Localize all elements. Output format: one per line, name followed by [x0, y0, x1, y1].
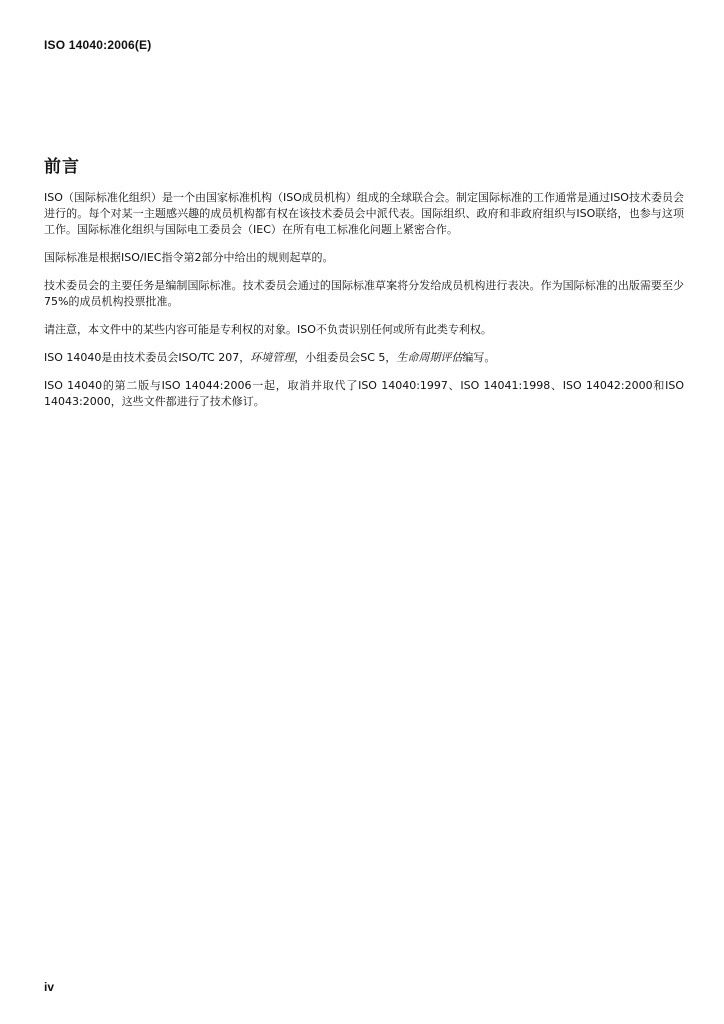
foreword-paragraph-1: ISO（国际标准化组织）是一个由国家标准机构（ISO成员机构）组成的全球联合会。制定国际标准的工作通常是通过ISO技术委员会进行的。每个对某一主题感兴趣的成员机构都有权在该技术委员会中派代表。国际组织、政府和非政府组织与ISO联络，也参与这项工作。国际标准化组织与国际电工委员会（IEC）在所有电工标准化问题上紧密合作。	[44, 191, 684, 236]
foreword-paragraph-6: ISO 14040的第二版与ISO 14044:2006一起，取消并取代了ISO 14040:1997、ISO 14041:1998、ISO 14042:2000和ISO 14043:2000，这些文件都进行了技术修订。	[44, 379, 684, 408]
subcommittee-name: 生命周期评估	[396, 351, 463, 364]
foreword-paragraph-2: 国际标准是根据ISO/IEC指令第2部分中给出的规则起草的。	[44, 251, 334, 264]
page-number: iv	[44, 980, 55, 994]
foreword-body	[44, 190, 684, 422]
foreword-paragraph-5	[44, 350, 684, 366]
document-identifier: ISO 14040:2006(E)	[44, 38, 152, 52]
paragraph-5-text-a: ISO 14040是由技术委员会ISO/TC 207，	[44, 351, 251, 364]
committee-name: 环境管理	[250, 351, 295, 364]
section-title-foreword: 前言	[44, 157, 80, 177]
foreword-paragraph-4: 请注意，本文件中的某些内容可能是专利权的对象。ISO不负责识别任何或所有此类专利权。	[44, 323, 492, 336]
foreword-paragraph-3: 技术委员会的主要任务是编制国际标准。技术委员会通过的国际标准草案将分发给成员机构进行表决。作为国际标准的出版需要至少75%的成员机构投票批准。	[44, 279, 684, 308]
paragraph-5-text-c: 编写。	[462, 351, 496, 364]
paragraph-5-text-b: ，小组委员会SC 5，	[294, 351, 397, 364]
